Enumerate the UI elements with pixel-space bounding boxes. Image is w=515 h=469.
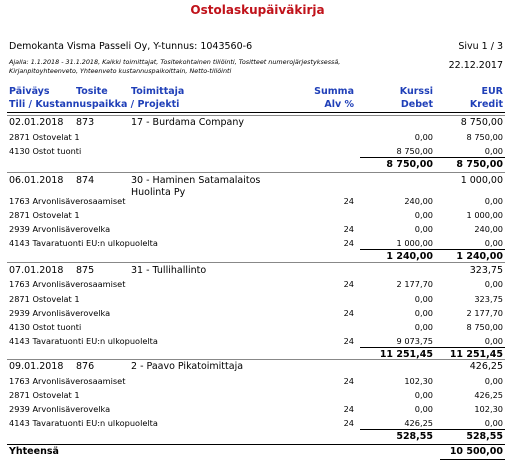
entry-account: 2871 Ostovelat 1 <box>9 210 80 220</box>
subtotal-debit: 11 251,45 <box>379 349 433 360</box>
voucher-date: 06.01.2018 <box>9 175 64 186</box>
voucher-supplier: 2 - Paavo Pikatoimittaja <box>131 361 244 372</box>
entry-account: 4143 Tavaratuonti EU:n ulkopuolelta <box>9 238 158 248</box>
voucher-amount: 426,25 <box>469 361 503 372</box>
header-supplier: Toimittaja <box>131 86 185 97</box>
report-filter-description: Ajalla: 1.1.2018 - 31.1.2018, Kaikki toimittajat, Tositekohtainen tiliöinti, Tositteet numerojärjestyksessä, Kirjanpitoyhteenveto, Yhteenveto kustannuspaikoittain, Netto-tiliöinti <box>9 58 341 75</box>
entry-debit: 0,00 <box>414 132 433 142</box>
subtotal-credit: 11 251,45 <box>449 349 503 360</box>
grand-total-label: Yhteensä <box>9 446 59 457</box>
subtotal-line <box>360 347 505 348</box>
voucher-number: 874 <box>76 175 95 186</box>
entry-account: 2871 Ostovelat 1 <box>9 132 80 142</box>
entry-vat: 24 <box>343 224 354 234</box>
entry-vat: 24 <box>343 376 354 386</box>
subtotal-line <box>360 429 505 430</box>
entry-credit: 0,00 <box>484 279 503 289</box>
subtotal-debit: 8 750,00 <box>386 159 433 170</box>
entry-debit: 0,00 <box>414 390 433 400</box>
entry-credit: 0,00 <box>484 196 503 206</box>
entry-account: 2871 Ostovelat 1 <box>9 390 80 400</box>
entry-debit: 240,00 <box>404 196 433 206</box>
header-credit: Kredit <box>469 99 503 110</box>
entry-account: 4143 Tavaratuonti EU:n ulkopuolelta <box>9 418 158 428</box>
entry-debit: 0,00 <box>414 224 433 234</box>
entry-vat: 24 <box>343 196 354 206</box>
voucher-amount: 323,75 <box>469 265 503 276</box>
entry-debit: 0,00 <box>414 322 433 332</box>
voucher-divider <box>7 262 505 263</box>
subtotal-credit: 8 750,00 <box>456 159 503 170</box>
entry-account: 1763 Arvonlisäverosaamiset <box>9 376 126 386</box>
subtotal-credit: 528,55 <box>466 431 503 442</box>
voucher-number: 875 <box>76 265 95 276</box>
entry-vat: 24 <box>343 308 354 318</box>
company-name: Demokanta Visma Passeli Oy, Y-tunnus: 1043560-6 <box>9 41 253 52</box>
subtotal-debit: 1 240,00 <box>386 251 433 262</box>
entry-vat: 24 <box>343 238 354 248</box>
entry-account: 1763 Arvonlisäverosaamiset <box>9 196 126 206</box>
voucher-date: 09.01.2018 <box>9 361 64 372</box>
entry-credit: 0,00 <box>484 336 503 346</box>
entry-debit: 0,00 <box>414 404 433 414</box>
header-voucher: Tosite <box>76 86 108 97</box>
voucher-divider <box>7 115 505 116</box>
entry-debit: 0,00 <box>414 210 433 220</box>
entry-credit: 323,75 <box>474 294 503 304</box>
entry-credit: 0,00 <box>484 238 503 248</box>
header-amount: Summa <box>314 86 354 97</box>
header-account: Tili / Kustannuspaikka / Projekti <box>9 99 180 110</box>
entry-account: 4130 Ostot tuonti <box>9 322 82 332</box>
entry-credit: 1 000,00 <box>466 210 503 220</box>
print-date: 22.12.2017 <box>448 60 503 71</box>
header-date: Päiväys <box>9 86 50 97</box>
entry-debit: 102,30 <box>404 376 433 386</box>
voucher-supplier: 31 - Tullihallinto <box>131 265 207 276</box>
subtotal-debit: 528,55 <box>396 431 433 442</box>
entry-debit: 0,00 <box>414 308 433 318</box>
entry-vat: 24 <box>343 404 354 414</box>
entry-account: 1763 Arvonlisäverosaamiset <box>9 279 126 289</box>
grand-total-divider <box>7 444 505 445</box>
entry-credit: 8 750,00 <box>466 322 503 332</box>
subtotal-line <box>360 157 505 158</box>
subtotal-credit: 1 240,00 <box>456 251 503 262</box>
entry-debit: 1 000,00 <box>396 238 433 248</box>
report-title: Ostolaskupäiväkirja <box>190 3 325 17</box>
header-rate: Kurssi <box>399 86 433 97</box>
entry-account: 2939 Arvonlisäverovelka <box>9 224 111 234</box>
subtotal-line <box>360 249 505 250</box>
entry-credit: 0,00 <box>484 146 503 156</box>
voucher-divider <box>7 172 505 173</box>
entry-vat: 24 <box>343 418 354 428</box>
entry-credit: 240,00 <box>474 224 503 234</box>
entry-account: 2939 Arvonlisäverovelka <box>9 404 111 414</box>
entry-debit: 0,00 <box>414 294 433 304</box>
entry-credit: 0,00 <box>484 376 503 386</box>
voucher-supplier: 30 - Haminen Satamalaitos Huolinta Py <box>131 175 261 198</box>
header-currency: EUR <box>481 86 503 97</box>
entry-credit: 102,30 <box>474 404 503 414</box>
voucher-amount: 1 000,00 <box>460 175 503 186</box>
grand-total-value: 10 500,00 <box>449 446 503 457</box>
entry-debit: 426,25 <box>404 418 433 428</box>
entry-account: 4130 Ostot tuonti <box>9 146 82 156</box>
entry-credit: 8 750,00 <box>466 132 503 142</box>
page-number: Sivu 1 / 3 <box>458 41 503 52</box>
voucher-date: 07.01.2018 <box>9 265 64 276</box>
voucher-date: 02.01.2018 <box>9 117 64 128</box>
header-debit: Debet <box>400 99 433 110</box>
entry-vat: 24 <box>343 336 354 346</box>
entry-credit: 2 177,70 <box>466 308 503 318</box>
voucher-supplier: 17 - Burdama Company <box>131 117 244 128</box>
entry-credit: 0,00 <box>484 418 503 428</box>
entry-credit: 426,25 <box>474 390 503 400</box>
entry-account: 2939 Arvonlisäverovelka <box>9 308 111 318</box>
entry-account: 2871 Ostovelat 1 <box>9 294 80 304</box>
entry-debit: 8 750,00 <box>396 146 433 156</box>
entry-account: 4143 Tavaratuonti EU:n ulkopuolelta <box>9 336 158 346</box>
voucher-number: 873 <box>76 117 95 128</box>
header-vat: Alv % <box>324 99 354 110</box>
voucher-divider <box>7 359 505 360</box>
voucher-amount: 8 750,00 <box>460 117 503 128</box>
entry-vat: 24 <box>343 279 354 289</box>
entry-debit: 2 177,70 <box>396 279 433 289</box>
voucher-number: 876 <box>76 361 95 372</box>
header-divider <box>7 112 505 113</box>
grand-total-underline <box>440 459 505 460</box>
entry-debit: 9 073,75 <box>396 336 433 346</box>
